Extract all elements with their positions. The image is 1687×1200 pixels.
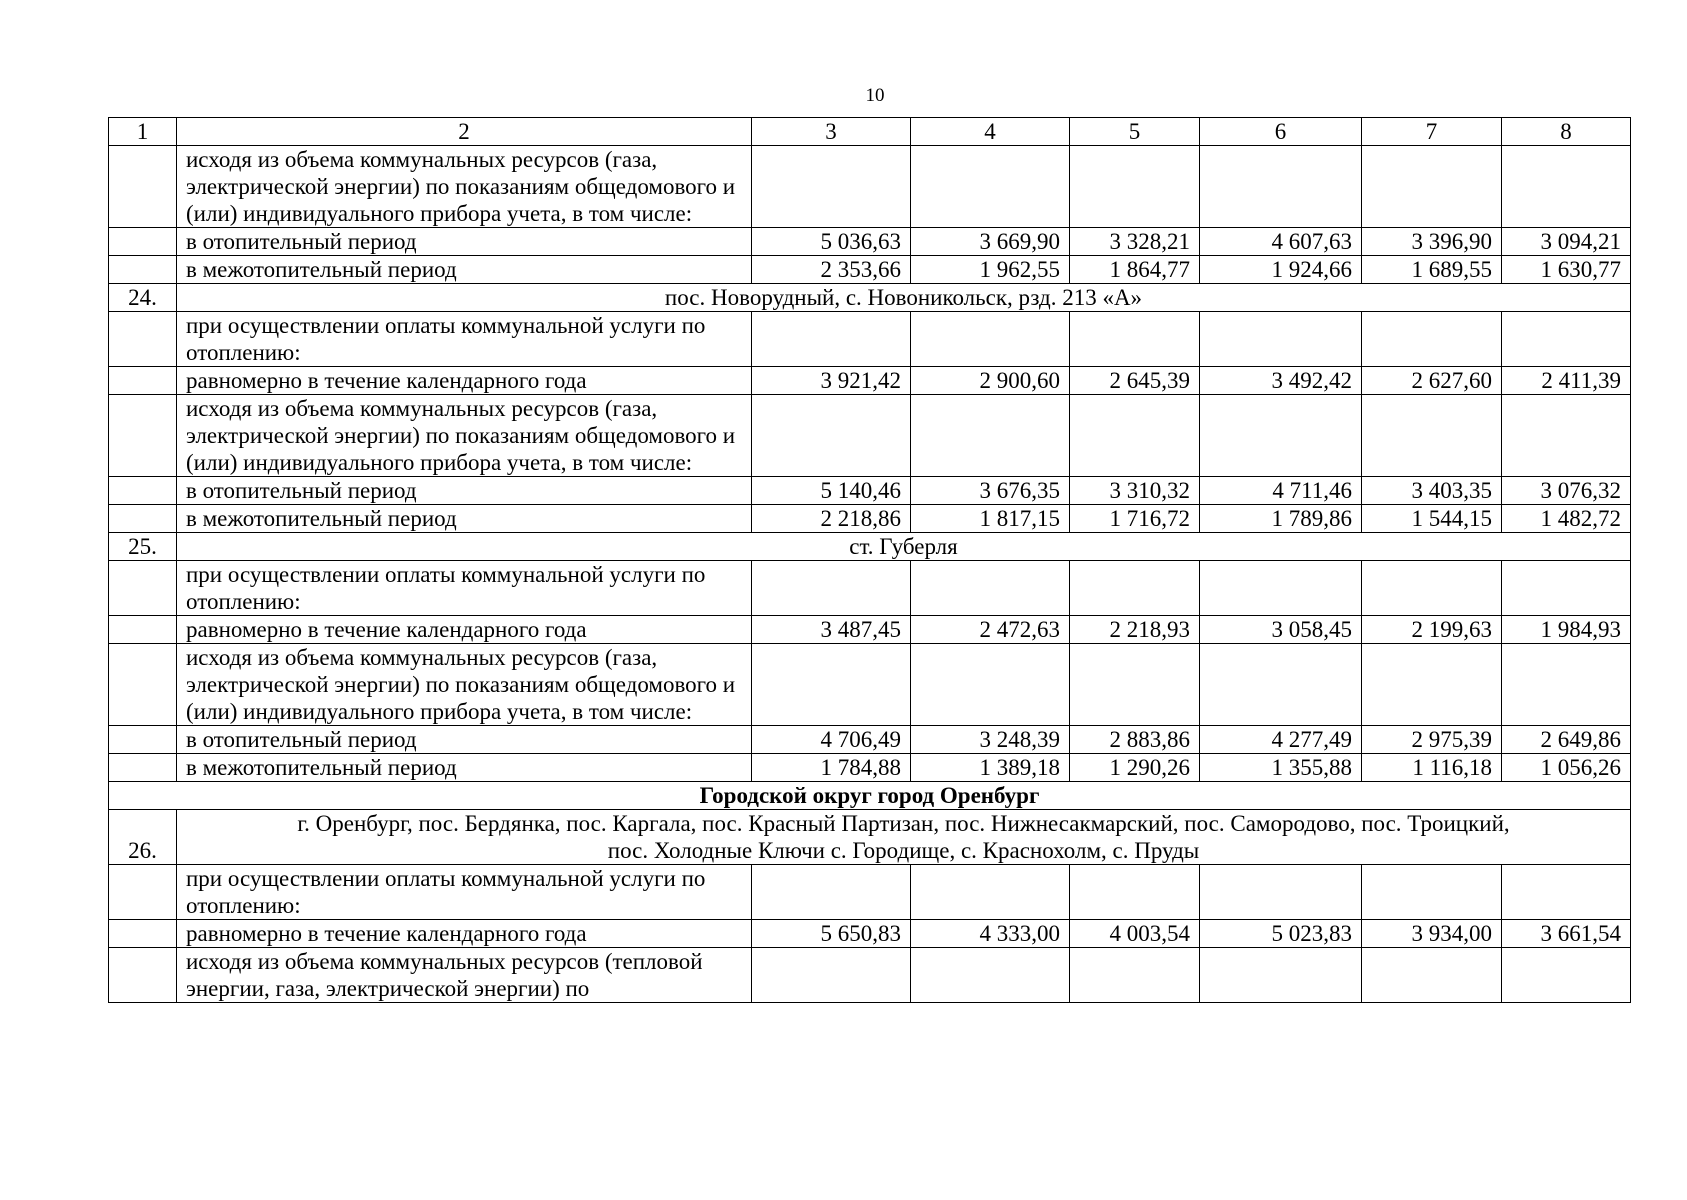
value-cell [752, 948, 911, 1003]
row-number-cell [109, 367, 177, 395]
locality-row [109, 533, 1631, 561]
row-number-cell [109, 228, 177, 256]
district-row [109, 782, 1631, 810]
row-number-cell [109, 256, 177, 284]
table-row [109, 616, 1631, 644]
table-row [109, 146, 1631, 228]
value-cell: 1 290,26 [1070, 754, 1200, 782]
value-cell [1070, 644, 1200, 726]
value-cell: 1 389,18 [911, 754, 1070, 782]
value-cell: 1 924,66 [1200, 256, 1362, 284]
value-cell [1502, 865, 1631, 920]
row-number-cell [109, 561, 177, 616]
value-cell: 1 789,86 [1200, 505, 1362, 533]
value-cell [1502, 312, 1631, 367]
row-number-cell [109, 726, 177, 754]
value-cell: 4 003,54 [1070, 920, 1200, 948]
value-cell [1502, 948, 1631, 1003]
value-cell [1362, 561, 1502, 616]
value-cell: 2 645,39 [1070, 367, 1200, 395]
value-cell: 2 649,86 [1502, 726, 1631, 754]
value-cell: 1 355,88 [1200, 754, 1362, 782]
value-cell: 3 058,45 [1200, 616, 1362, 644]
value-cell [1200, 865, 1362, 920]
row-number-cell [109, 616, 177, 644]
row-number-cell [109, 644, 177, 726]
value-cell [1362, 948, 1502, 1003]
value-cell: 2 199,63 [1362, 616, 1502, 644]
value-cell: 1 864,77 [1070, 256, 1200, 284]
column-header: 2 [177, 118, 752, 146]
value-cell [752, 146, 911, 228]
value-cell: 4 277,49 [1200, 726, 1362, 754]
value-cell: 3 396,90 [1362, 228, 1502, 256]
value-cell: 3 661,54 [1502, 920, 1631, 948]
value-cell: 1 962,55 [911, 256, 1070, 284]
value-cell: 1 784,88 [752, 754, 911, 782]
table-row [109, 395, 1631, 477]
table-row [109, 228, 1631, 256]
value-cell [1200, 948, 1362, 1003]
value-cell [911, 644, 1070, 726]
value-cell: 3 403,35 [1362, 477, 1502, 505]
value-cell: 5 650,83 [752, 920, 911, 948]
value-cell: 3 248,39 [911, 726, 1070, 754]
locality-name: пос. Новорудный, с. Новоникольск, рзд. 213 «А» [177, 284, 1631, 312]
column-header-row [109, 118, 1631, 146]
value-cell [1200, 312, 1362, 367]
value-cell: 1 056,26 [1502, 754, 1631, 782]
value-cell [1070, 146, 1200, 228]
table-row [109, 726, 1631, 754]
value-cell: 2 472,63 [911, 616, 1070, 644]
value-cell: 2 975,39 [1362, 726, 1502, 754]
value-cell: 5 036,63 [752, 228, 911, 256]
locality-name: ст. Губерля [177, 533, 1631, 561]
table-row [109, 367, 1631, 395]
value-cell [1362, 865, 1502, 920]
row-number-cell [109, 920, 177, 948]
table-row [109, 561, 1631, 616]
locality-number: 24. [109, 284, 177, 312]
value-cell: 4 333,00 [911, 920, 1070, 948]
value-cell: 1 689,55 [1362, 256, 1502, 284]
value-cell [911, 312, 1070, 367]
tariff-table [108, 117, 1631, 1003]
table-body [109, 118, 1631, 1003]
locality-number: 26. [109, 810, 177, 865]
value-cell: 3 921,42 [752, 367, 911, 395]
value-cell: 3 676,35 [911, 477, 1070, 505]
row-description: в отопительный период [177, 726, 752, 754]
column-header: 6 [1200, 118, 1362, 146]
value-cell [911, 561, 1070, 616]
value-cell: 2 218,86 [752, 505, 911, 533]
locality-number: 25. [109, 533, 177, 561]
value-cell [1200, 644, 1362, 726]
row-number-cell [109, 505, 177, 533]
value-cell [1362, 644, 1502, 726]
value-cell [911, 395, 1070, 477]
value-cell [1070, 395, 1200, 477]
value-cell [1362, 312, 1502, 367]
value-cell: 1 630,77 [1502, 256, 1631, 284]
value-cell: 1 544,15 [1362, 505, 1502, 533]
row-number-cell [109, 754, 177, 782]
row-description: исходя из объема коммунальных ресурсов (газа, электрической энергии) по показаниям общедомового и (или) индивидуального прибора учета, в том числе: [177, 146, 752, 228]
value-cell: 1 817,15 [911, 505, 1070, 533]
value-cell [911, 948, 1070, 1003]
row-description: при осуществлении оплаты коммунальной услуги по отоплению: [177, 561, 752, 616]
value-cell [752, 561, 911, 616]
value-cell [1200, 395, 1362, 477]
value-cell [1070, 948, 1200, 1003]
row-description: исходя из объема коммунальных ресурсов (газа, электрической энергии) по показаниям общедомового и (или) индивидуального прибора учета, в том числе: [177, 395, 752, 477]
row-number-cell [109, 146, 177, 228]
row-description: в отопительный период [177, 477, 752, 505]
locality-row [109, 810, 1631, 865]
value-cell: 3 492,42 [1200, 367, 1362, 395]
value-cell [752, 395, 911, 477]
column-header: 7 [1362, 118, 1502, 146]
column-header: 4 [911, 118, 1070, 146]
value-cell [752, 644, 911, 726]
value-cell [1502, 644, 1631, 726]
value-cell: 3 934,00 [1362, 920, 1502, 948]
table-row [109, 865, 1631, 920]
table-row [109, 948, 1631, 1003]
row-description: равномерно в течение календарного года [177, 920, 752, 948]
column-header: 8 [1502, 118, 1631, 146]
column-header: 3 [752, 118, 911, 146]
value-cell [911, 146, 1070, 228]
value-cell: 4 607,63 [1200, 228, 1362, 256]
value-cell [1502, 395, 1631, 477]
row-number-cell [109, 865, 177, 920]
row-number-cell [109, 948, 177, 1003]
row-number-cell [109, 312, 177, 367]
row-description: равномерно в течение календарного года [177, 616, 752, 644]
row-number-cell [109, 395, 177, 477]
row-description: исходя из объема коммунальных ресурсов (газа, электрической энергии) по показаниям общедомового и (или) индивидуального прибора учета, в том числе: [177, 644, 752, 726]
value-cell: 1 716,72 [1070, 505, 1200, 533]
row-description: в межотопительный период [177, 754, 752, 782]
value-cell: 1 984,93 [1502, 616, 1631, 644]
value-cell: 2 411,39 [1502, 367, 1631, 395]
table-row [109, 920, 1631, 948]
table-row [109, 256, 1631, 284]
value-cell [1070, 865, 1200, 920]
value-cell: 1 116,18 [1362, 754, 1502, 782]
value-cell [1362, 146, 1502, 228]
value-cell: 5 140,46 [752, 477, 911, 505]
value-cell [911, 865, 1070, 920]
value-cell: 3 076,32 [1502, 477, 1631, 505]
value-cell: 2 627,60 [1362, 367, 1502, 395]
value-cell [752, 312, 911, 367]
column-header: 5 [1070, 118, 1200, 146]
table-row [109, 644, 1631, 726]
value-cell: 3 669,90 [911, 228, 1070, 256]
row-description: в межотопительный период [177, 256, 752, 284]
table-row [109, 477, 1631, 505]
table-row [109, 505, 1631, 533]
value-cell [752, 865, 911, 920]
value-cell: 2 900,60 [911, 367, 1070, 395]
table-row [109, 754, 1631, 782]
table-row [109, 312, 1631, 367]
row-description: исходя из объема коммунальных ресурсов (тепловой энергии, газа, электрической энергии) по [177, 948, 752, 1003]
locality-name: г. Оренбург, пос. Бердянка, пос. Каргала, пос. Красный Партизан, пос. Нижнесакмарский, пос. Самородово, пос. Троицкий, пос. Холодные Ключи с. Городище, с. Краснохолм, с. Пруды [177, 810, 1631, 865]
row-description: в межотопительный период [177, 505, 752, 533]
value-cell: 3 094,21 [1502, 228, 1631, 256]
value-cell: 4 711,46 [1200, 477, 1362, 505]
row-number-cell [109, 477, 177, 505]
value-cell [1362, 395, 1502, 477]
value-cell: 1 482,72 [1502, 505, 1631, 533]
value-cell: 3 328,21 [1070, 228, 1200, 256]
row-description: при осуществлении оплаты коммунальной услуги по отоплению: [177, 312, 752, 367]
value-cell: 5 023,83 [1200, 920, 1362, 948]
row-description: в отопительный период [177, 228, 752, 256]
value-cell: 2 353,66 [752, 256, 911, 284]
column-header: 1 [109, 118, 177, 146]
value-cell [1502, 146, 1631, 228]
row-description: при осуществлении оплаты коммунальной услуги по отоплению: [177, 865, 752, 920]
value-cell [1070, 312, 1200, 367]
value-cell: 3 310,32 [1070, 477, 1200, 505]
value-cell: 3 487,45 [752, 616, 911, 644]
value-cell [1200, 146, 1362, 228]
row-description: равномерно в течение календарного года [177, 367, 752, 395]
value-cell [1502, 561, 1631, 616]
value-cell: 4 706,49 [752, 726, 911, 754]
page-number: 10 [865, 85, 885, 106]
value-cell: 2 883,86 [1070, 726, 1200, 754]
value-cell [1070, 561, 1200, 616]
district-name: Городской округ город Оренбург [109, 782, 1631, 810]
value-cell: 2 218,93 [1070, 616, 1200, 644]
value-cell [1200, 561, 1362, 616]
locality-row [109, 284, 1631, 312]
